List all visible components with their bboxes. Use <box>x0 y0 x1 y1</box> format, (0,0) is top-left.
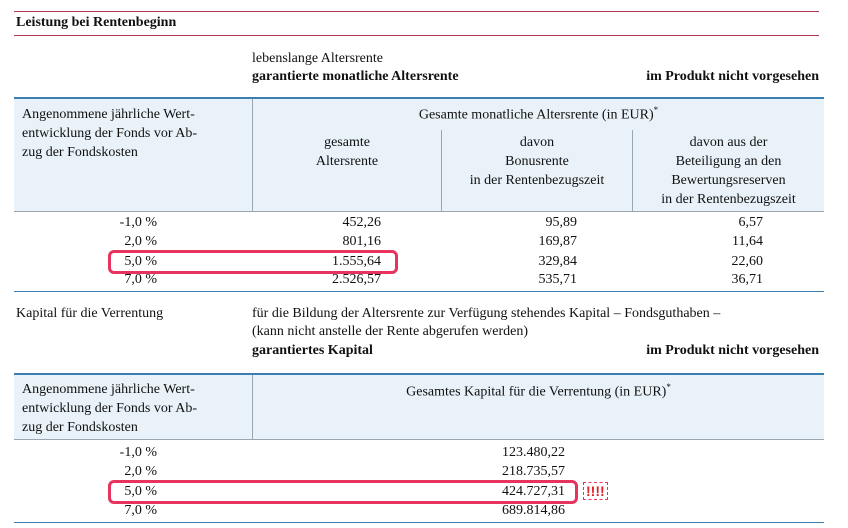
kapital-header-left: Angenommene jährliche Wert- entwicklung der Fonds vor Ab- zug der Fondskosten <box>22 382 197 435</box>
rente-col-bonus-header: davon Bonusrente in der Rentenbezugszeit <box>469 135 605 188</box>
rente-header-main: Gesamte monatliche Altersrente (in EUR)* <box>418 105 659 123</box>
kapital-value: 218.735,57 <box>502 464 565 479</box>
rente-bewertung: 6,57 <box>738 215 763 230</box>
rente-col-gesamt-header: gesamte Altersrente <box>315 135 379 169</box>
rente-rate: 5,0 % <box>124 254 157 269</box>
rente-bonus: 535,71 <box>538 272 577 287</box>
rente-gesamt: 2.526,57 <box>332 272 381 287</box>
rente-header-bottom-rule <box>14 211 824 212</box>
rente-bewertung: 11,64 <box>732 234 763 249</box>
rente-guarantee-value: im Produkt nicht vorgesehen <box>646 69 819 84</box>
rente-bonus: 169,87 <box>538 234 577 249</box>
kapital-label: Kapital für die Verrentung <box>16 306 164 321</box>
rente-rate: 2,0 % <box>124 234 157 249</box>
rente-rate: 7,0 % <box>124 272 157 287</box>
highlight-rente-row <box>108 250 398 274</box>
rente-bonus: 329,84 <box>538 254 577 269</box>
rente-guarantee-label: garantierte monatliche Altersrente <box>252 69 459 84</box>
rente-gesamt: 801,16 <box>342 234 381 249</box>
section-title: Leistung bei Rentenbeginn <box>16 15 177 30</box>
kapital-table-bottom-rule <box>14 522 824 523</box>
rente-gesamt: 1.555,64 <box>332 254 381 269</box>
rente-header-left: Angenommene jährliche Wert- entwicklung der Fonds vor Ab- zug der Fondskosten <box>22 107 197 160</box>
top-rule <box>14 11 819 12</box>
rente-table-bottom-rule <box>14 291 824 292</box>
rente-bewertung: 22,60 <box>731 254 763 269</box>
kapital-header-bottom-rule <box>14 439 824 440</box>
kapital-rate: -1,0 % <box>119 445 157 460</box>
highlight-kapital-row <box>108 480 578 504</box>
rente-bewertung: 36,71 <box>731 272 763 287</box>
kapital-header-main: Gesamtes Kapital für die Verrentung (in EUR)* <box>406 382 671 400</box>
kapital-rate: 2,0 % <box>124 464 157 479</box>
rente-gesamt: 452,26 <box>342 215 381 230</box>
kapital-note: (kann nicht anstelle der Rente abgerufen werden) <box>252 324 528 339</box>
kapital-value: 689.814,86 <box>502 503 565 518</box>
kapital-rate: 5,0 % <box>124 484 157 499</box>
rente-bonus: 95,89 <box>545 215 577 230</box>
kapital-guarantee-value: im Produkt nicht vorgesehen <box>646 343 819 358</box>
rente-rate: -1,0 % <box>119 215 157 230</box>
kapital-value: 123.480,22 <box>502 445 565 460</box>
kapital-rate: 7,0 % <box>124 503 157 518</box>
kapital-description: für die Bildung der Altersrente zur Verfügung stehendes Kapital – Fondsguthaben – <box>252 306 721 321</box>
rente-col-bewertung-header: davon aus der Beteiligung an den Bewertungsreserven in der Rentenbezugszeit <box>661 135 796 207</box>
kapital-guarantee-label: garantiertes Kapital <box>252 343 373 358</box>
kapital-value: 424.727,31 <box>502 484 565 499</box>
exclamation-annotation: !!!! <box>583 482 608 500</box>
rente-subtitle: lebenslange Altersrente <box>252 51 384 66</box>
title-rule <box>14 35 819 36</box>
